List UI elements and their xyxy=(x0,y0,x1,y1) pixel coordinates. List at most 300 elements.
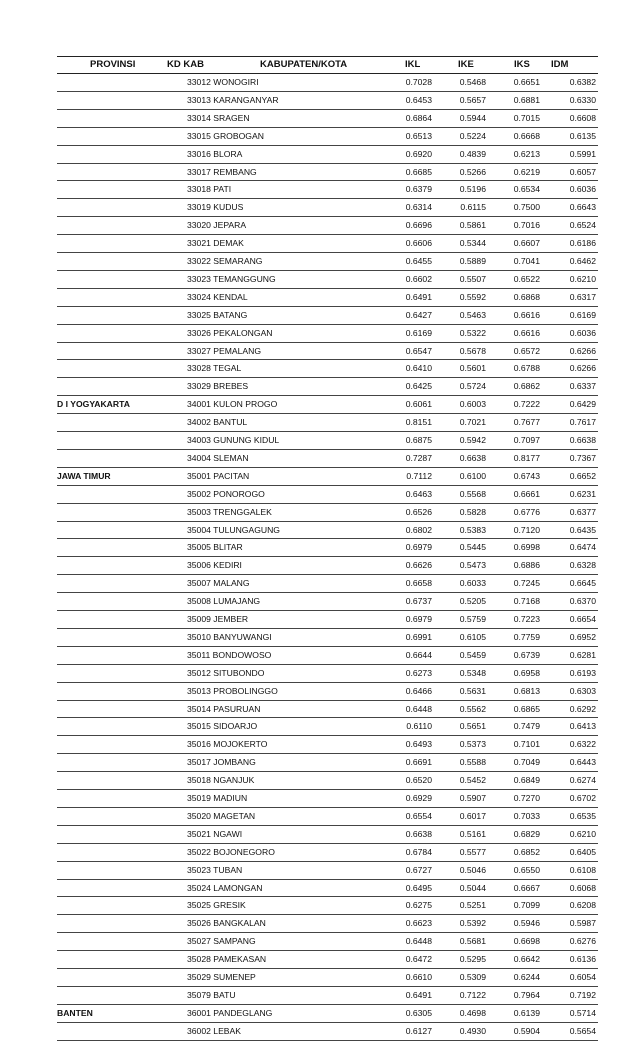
cell-kabupaten: 34003 GUNUNG KIDUL xyxy=(187,435,280,445)
cell-iks: 0.7101 xyxy=(513,739,540,750)
table-row xyxy=(0,163,638,181)
header-kdkab: KD KAB xyxy=(167,59,204,70)
cell-ike: 0.6033 xyxy=(459,578,486,589)
cell-idm: 0.6608 xyxy=(569,112,596,123)
cell-idm: 0.6952 xyxy=(569,631,596,642)
cell-ikl: 0.7112 xyxy=(406,470,432,481)
cell-idm: 0.6231 xyxy=(569,488,596,499)
table-row xyxy=(0,556,638,574)
cell-kabupaten: 33025 BATANG xyxy=(187,309,248,320)
table-row xyxy=(0,914,638,932)
cell-ikl: 0.6644 xyxy=(405,649,432,660)
table-row xyxy=(0,1004,638,1022)
cell-ike: 0.5657 xyxy=(459,94,486,105)
cell-idm: 0.6210 xyxy=(569,273,596,284)
cell-idm: 0.6068 xyxy=(569,882,596,893)
table-row xyxy=(0,610,638,628)
cell-idm: 0.6135 xyxy=(569,130,596,141)
cell-ike: 0.6017 xyxy=(459,810,486,821)
table-row xyxy=(0,753,638,771)
cell-iks: 0.7015 xyxy=(513,112,540,123)
cell-kabupaten: 35009 JEMBER xyxy=(187,614,249,624)
cell-ike: 0.5344 xyxy=(459,238,486,249)
cell-kabupaten: 35018 NGANJUK xyxy=(187,775,255,786)
cell-kabupaten: 35023 TUBAN xyxy=(187,864,243,875)
cell-kabupaten: 35005 BLITAR xyxy=(187,542,243,553)
cell-iks: 0.6788 xyxy=(513,363,540,374)
cell-idm: 0.6462 xyxy=(569,256,596,266)
cell-idm: 0.6036 xyxy=(569,327,596,338)
cell-kabupaten: 35011 BONDOWOSO xyxy=(187,649,272,660)
cell-iks: 0.6865 xyxy=(513,703,540,714)
table-row xyxy=(0,449,638,467)
cell-idm: 0.6303 xyxy=(569,685,596,696)
cell-kabupaten: 36001 PANDEGLANG xyxy=(187,1007,273,1018)
cell-kabupaten: 33015 GROBOGAN xyxy=(187,130,264,141)
cell-kabupaten: 35013 PROBOLINGGO xyxy=(187,685,278,696)
cell-ike: 0.5601 xyxy=(459,363,486,374)
cell-ikl: 0.6737 xyxy=(405,596,432,607)
cell-ikl: 0.6472 xyxy=(405,954,432,965)
cell-idm: 0.6193 xyxy=(569,667,596,678)
cell-iks: 0.8177 xyxy=(513,452,540,463)
cell-kabupaten: 34002 BANTUL xyxy=(187,417,248,428)
cell-idm: 0.6054 xyxy=(569,972,596,982)
cell-ikl: 0.6610 xyxy=(405,972,432,982)
cell-ikl: 0.6554 xyxy=(405,810,432,821)
table-row xyxy=(0,342,638,360)
cell-ike: 0.5251 xyxy=(459,900,486,911)
cell-ike: 0.4839 xyxy=(459,148,486,159)
cell-kabupaten: 36002 LEBAK xyxy=(187,1025,241,1036)
table-row xyxy=(0,145,638,163)
cell-ikl: 0.6127 xyxy=(405,1025,432,1036)
cell-ikl: 0.6696 xyxy=(405,220,432,231)
cell-iks: 0.6849 xyxy=(513,775,540,786)
cell-ike: 0.5507 xyxy=(459,273,486,284)
table-row xyxy=(0,932,638,950)
cell-iks: 0.6739 xyxy=(513,649,540,660)
cell-idm: 0.6535 xyxy=(569,810,596,821)
cell-idm: 0.5714 xyxy=(569,1007,596,1018)
cell-provinsi: BANTEN xyxy=(57,1007,93,1018)
cell-iks: 0.7016 xyxy=(513,220,540,231)
header-idm: IDM xyxy=(551,59,569,70)
cell-ikl: 0.6061 xyxy=(405,399,432,410)
cell-kabupaten: 33022 SEMARANG xyxy=(187,256,263,266)
cell-idm: 0.6443 xyxy=(569,757,596,768)
table-row xyxy=(0,324,638,342)
table-row xyxy=(0,521,638,539)
cell-idm: 0.6429 xyxy=(569,399,596,410)
table-row xyxy=(0,950,638,968)
cell-ike: 0.5161 xyxy=(459,828,486,839)
cell-kabupaten: 35016 MOJOKERTO xyxy=(187,739,268,750)
cell-ike: 0.5309 xyxy=(459,972,486,982)
cell-iks: 0.7049 xyxy=(513,757,540,768)
table-row xyxy=(0,646,638,664)
cell-ike: 0.5373 xyxy=(459,739,486,750)
cell-ike: 0.6003 xyxy=(459,399,486,410)
cell-kabupaten: 35028 PAMEKASAN xyxy=(187,954,267,965)
cell-ike: 0.5452 xyxy=(459,775,486,786)
cell-ike: 0.5044 xyxy=(459,882,486,893)
cell-iks: 0.6244 xyxy=(513,972,540,982)
cell-iks: 0.6813 xyxy=(513,685,540,696)
cell-idm: 0.6292 xyxy=(569,703,596,714)
cell-ike: 0.5473 xyxy=(459,560,486,571)
cell-ikl: 0.6602 xyxy=(405,273,432,284)
cell-kabupaten: 35029 SUMENEP xyxy=(187,972,256,982)
table-row xyxy=(0,467,638,485)
cell-kabupaten: 35020 MAGETAN xyxy=(187,810,256,821)
cell-ikl: 0.6802 xyxy=(405,524,432,535)
cell-iks: 0.7222 xyxy=(513,399,540,410)
table-row xyxy=(0,843,638,861)
cell-ike: 0.6100 xyxy=(459,470,486,481)
table-row xyxy=(0,127,638,145)
cell-iks: 0.6522 xyxy=(513,273,540,284)
cell-kabupaten: 33029 BREBES xyxy=(187,381,249,392)
table-row xyxy=(0,879,638,897)
cell-kabupaten: 35079 BATU xyxy=(187,989,236,1000)
cell-kabupaten: 35010 BANYUWANGI xyxy=(187,631,272,642)
cell-idm: 0.5987 xyxy=(569,918,596,929)
cell-ikl: 0.6513 xyxy=(405,130,432,141)
cell-kabupaten: 35007 MALANG xyxy=(187,578,250,589)
cell-ikl: 0.6864 xyxy=(405,112,432,123)
cell-ikl: 0.6425 xyxy=(405,381,432,392)
cell-ikl: 0.6526 xyxy=(405,506,432,517)
cell-iks: 0.7759 xyxy=(513,631,540,642)
cell-ikl: 0.6493 xyxy=(405,739,432,750)
cell-ike: 0.6638 xyxy=(459,452,486,463)
cell-ike: 0.5383 xyxy=(459,524,486,535)
cell-iks: 0.6534 xyxy=(513,184,540,195)
table-row xyxy=(0,270,638,288)
cell-iks: 0.6743 xyxy=(513,470,540,481)
table-row xyxy=(0,252,638,270)
cell-idm: 0.6266 xyxy=(569,363,596,374)
cell-idm: 0.7367 xyxy=(569,452,596,463)
cell-kabupaten: 35002 PONOROGO xyxy=(187,488,265,499)
table-row xyxy=(0,216,638,234)
cell-iks: 0.6651 xyxy=(513,77,540,87)
table-row xyxy=(0,91,638,109)
table-row xyxy=(0,717,638,735)
cell-ikl: 0.6169 xyxy=(405,327,432,338)
cell-ikl: 0.6453 xyxy=(405,94,432,105)
cell-ike: 0.5588 xyxy=(459,757,486,768)
cell-ike: 0.5224 xyxy=(459,130,486,141)
cell-idm: 0.6702 xyxy=(569,793,596,803)
table-row xyxy=(0,986,638,1004)
cell-iks: 0.7245 xyxy=(513,578,540,589)
cell-ikl: 0.7287 xyxy=(405,452,432,463)
table-row xyxy=(0,861,638,879)
cell-iks: 0.5946 xyxy=(513,918,540,929)
cell-ike: 0.5724 xyxy=(459,381,486,392)
cell-ikl: 0.6929 xyxy=(405,793,432,803)
table-row xyxy=(0,306,638,324)
cell-idm: 0.6036 xyxy=(569,184,596,195)
table-row xyxy=(0,73,638,91)
cell-idm: 0.6645 xyxy=(569,578,596,589)
cell-idm: 0.6382 xyxy=(569,77,596,87)
cell-iks: 0.7099 xyxy=(513,900,540,911)
cell-iks: 0.6213 xyxy=(513,148,540,159)
cell-kabupaten: 33020 JEPARA xyxy=(187,220,247,231)
cell-iks: 0.6776 xyxy=(513,506,540,517)
cell-ike: 0.4930 xyxy=(459,1025,486,1036)
table-row xyxy=(0,574,638,592)
cell-ike: 0.7021 xyxy=(459,417,486,428)
cell-ikl: 0.8151 xyxy=(405,417,432,428)
cell-idm: 0.6169 xyxy=(569,309,596,320)
cell-kabupaten: 35025 GRESIK xyxy=(187,900,246,911)
cell-kabupaten: 35022 BOJONEGORO xyxy=(187,846,275,857)
cell-idm: 0.6274 xyxy=(569,775,596,786)
cell-idm: 0.6330 xyxy=(569,94,596,105)
cell-provinsi: D I YOGYAKARTA xyxy=(57,399,130,410)
cell-idm: 0.6322 xyxy=(569,739,596,750)
cell-ikl: 0.6626 xyxy=(405,560,432,571)
cell-kabupaten: 35024 LAMONGAN xyxy=(187,882,263,893)
cell-kabupaten: 35019 MADIUN xyxy=(187,793,248,803)
cell-idm: 0.6652 xyxy=(569,470,596,481)
cell-idm: 0.7192 xyxy=(569,989,596,1000)
cell-ikl: 0.6623 xyxy=(405,918,432,929)
cell-idm: 0.6377 xyxy=(569,506,596,517)
cell-iks: 0.6998 xyxy=(513,542,540,553)
cell-ikl: 0.6991 xyxy=(405,631,432,642)
cell-iks: 0.6616 xyxy=(513,327,540,338)
cell-idm: 0.6413 xyxy=(569,721,596,732)
cell-ikl: 0.6691 xyxy=(405,757,432,768)
cell-kabupaten: 35012 SITUBONDO xyxy=(187,667,265,678)
cell-ike: 0.5944 xyxy=(459,112,486,123)
cell-ikl: 0.6979 xyxy=(405,542,432,553)
cell-kabupaten: 35021 NGAWI xyxy=(187,828,243,839)
cell-kabupaten: 33023 TEMANGGUNG xyxy=(187,273,276,284)
cell-iks: 0.7168 xyxy=(513,596,540,607)
cell-idm: 0.6654 xyxy=(569,614,596,624)
cell-idm: 0.6136 xyxy=(569,954,596,965)
cell-ike: 0.5445 xyxy=(459,542,486,553)
cell-iks: 0.6661 xyxy=(513,488,540,499)
cell-ike: 0.5459 xyxy=(459,649,486,660)
cell-kabupaten: 33014 SRAGEN xyxy=(187,112,250,123)
cell-idm: 0.6186 xyxy=(569,238,596,249)
table-row xyxy=(0,682,638,700)
cell-ike: 0.4698 xyxy=(459,1007,486,1018)
cell-iks: 0.6607 xyxy=(513,238,540,249)
table-row xyxy=(0,503,638,521)
cell-idm: 0.7617 xyxy=(569,417,596,428)
cell-ikl: 0.6305 xyxy=(405,1007,432,1018)
header-provinsi: PROVINSI xyxy=(90,59,136,70)
cell-ikl: 0.6455 xyxy=(405,256,432,266)
cell-kabupaten: 35015 SIDOARJO xyxy=(187,721,258,732)
table-row xyxy=(0,395,638,413)
cell-iks: 0.6886 xyxy=(513,560,540,571)
cell-ikl: 0.6875 xyxy=(405,435,432,445)
table-row xyxy=(0,359,638,377)
cell-kabupaten: 33013 KARANGANYAR xyxy=(187,94,279,105)
cell-provinsi: JAWA TIMUR xyxy=(57,470,111,481)
table-row xyxy=(0,538,638,556)
cell-idm: 0.6281 xyxy=(569,649,596,660)
cell-ike: 0.5651 xyxy=(459,721,486,732)
cell-ike: 0.5562 xyxy=(459,703,486,714)
cell-idm: 0.6638 xyxy=(569,435,596,445)
cell-kabupaten: 35027 SAMPANG xyxy=(187,936,256,947)
cell-ikl: 0.6685 xyxy=(405,166,432,177)
cell-iks: 0.7097 xyxy=(513,435,540,445)
cell-idm: 0.6337 xyxy=(569,381,596,392)
cell-iks: 0.6139 xyxy=(513,1007,540,1018)
cell-kabupaten: 35006 KEDIRI xyxy=(187,560,242,571)
cell-ikl: 0.6979 xyxy=(405,614,432,624)
cell-idm: 0.6208 xyxy=(569,900,596,911)
cell-iks: 0.7223 xyxy=(513,614,540,624)
cell-ikl: 0.6448 xyxy=(405,936,432,947)
cell-idm: 0.6643 xyxy=(569,202,596,213)
cell-iks: 0.6616 xyxy=(513,309,540,320)
cell-iks: 0.6642 xyxy=(513,954,540,965)
cell-iks: 0.7479 xyxy=(513,721,540,732)
cell-iks: 0.6958 xyxy=(513,667,540,678)
table-row xyxy=(0,234,638,252)
cell-iks: 0.6667 xyxy=(513,882,540,893)
cell-ikl: 0.6727 xyxy=(405,864,432,875)
cell-iks: 0.7500 xyxy=(513,202,540,213)
cell-idm: 0.6405 xyxy=(569,846,596,857)
cell-idm: 0.5991 xyxy=(569,148,596,159)
cell-ikl: 0.6547 xyxy=(405,345,432,356)
cell-iks: 0.7677 xyxy=(513,417,540,428)
cell-ike: 0.5468 xyxy=(459,77,486,87)
cell-iks: 0.7120 xyxy=(513,524,540,535)
table-row xyxy=(0,896,638,914)
header-ike: IKE xyxy=(458,59,474,70)
table-row xyxy=(0,789,638,807)
cell-idm: 0.6276 xyxy=(569,936,596,947)
table-row xyxy=(0,431,638,449)
cell-iks: 0.7041 xyxy=(513,256,540,266)
cell-ikl: 0.6495 xyxy=(405,882,432,893)
table-row xyxy=(0,968,638,986)
cell-ikl: 0.6427 xyxy=(405,309,432,320)
cell-iks: 0.5904 xyxy=(513,1025,540,1036)
header-iks: IKS xyxy=(514,59,530,70)
cell-ikl: 0.6638 xyxy=(405,828,432,839)
table-row xyxy=(0,288,638,306)
cell-ike: 0.5759 xyxy=(459,614,486,624)
cell-ikl: 0.6275 xyxy=(405,900,432,911)
cell-iks: 0.6698 xyxy=(513,936,540,947)
table-row xyxy=(0,180,638,198)
cell-kabupaten: 33024 KENDAL xyxy=(187,291,248,302)
cell-iks: 0.6862 xyxy=(513,381,540,392)
cell-iks: 0.6219 xyxy=(513,166,540,177)
table-row xyxy=(0,377,638,395)
cell-kabupaten: 33017 REMBANG xyxy=(187,166,257,177)
cell-kabupaten: 35017 JOMBANG xyxy=(187,757,256,768)
cell-ike: 0.5392 xyxy=(459,918,486,929)
cell-ikl: 0.6314 xyxy=(405,202,432,213)
table-row xyxy=(0,592,638,610)
cell-ike: 0.5266 xyxy=(459,166,486,177)
cell-iks: 0.6829 xyxy=(513,828,540,839)
table-row xyxy=(0,109,638,127)
table-row xyxy=(0,1022,638,1040)
cell-idm: 0.6524 xyxy=(569,220,596,231)
cell-ikl: 0.6379 xyxy=(405,184,432,195)
cell-ike: 0.5295 xyxy=(459,954,486,965)
cell-idm: 0.6435 xyxy=(569,524,596,535)
cell-ikl: 0.6463 xyxy=(405,488,432,499)
cell-ike: 0.5046 xyxy=(459,864,486,875)
cell-iks: 0.6881 xyxy=(513,94,540,105)
cell-ike: 0.6115 xyxy=(460,202,486,213)
cell-ikl: 0.6606 xyxy=(405,238,432,249)
cell-ike: 0.5681 xyxy=(459,936,486,947)
cell-kabupaten: 34004 SLEMAN xyxy=(187,452,249,463)
cell-kabupaten: 34001 KULON PROGO xyxy=(187,399,278,410)
cell-ike: 0.7122 xyxy=(459,989,486,1000)
cell-iks: 0.6868 xyxy=(513,291,540,302)
cell-kabupaten: 33027 PEMALANG xyxy=(187,345,262,356)
table-row xyxy=(0,735,638,753)
cell-ikl: 0.6491 xyxy=(405,291,432,302)
cell-idm: 0.6210 xyxy=(569,828,596,839)
cell-ikl: 0.6520 xyxy=(405,775,432,786)
cell-ike: 0.5861 xyxy=(459,220,486,231)
cell-ikl: 0.6920 xyxy=(405,148,432,159)
cell-idm: 0.6317 xyxy=(569,291,596,302)
cell-iks: 0.6668 xyxy=(513,130,540,141)
cell-ikl: 0.6448 xyxy=(405,703,432,714)
cell-ikl: 0.6491 xyxy=(405,989,432,1000)
cell-ikl: 0.6466 xyxy=(405,685,432,696)
cell-ike: 0.6105 xyxy=(459,631,486,642)
cell-idm: 0.6266 xyxy=(569,345,596,356)
cell-ike: 0.5592 xyxy=(459,291,486,302)
table-row xyxy=(0,628,638,646)
cell-ike: 0.5348 xyxy=(459,667,486,678)
cell-kabupaten: 33021 DEMAK xyxy=(187,238,244,249)
cell-ikl: 0.6410 xyxy=(405,363,432,374)
cell-ike: 0.5631 xyxy=(459,685,486,696)
table-row xyxy=(0,825,638,843)
cell-ike: 0.5889 xyxy=(459,256,486,266)
cell-idm: 0.6108 xyxy=(569,864,596,875)
cell-kabupaten: 35001 PACITAN xyxy=(187,470,250,481)
cell-idm: 0.6328 xyxy=(569,560,596,571)
cell-idm: 0.6057 xyxy=(569,166,596,177)
table-row xyxy=(0,771,638,789)
cell-idm: 0.6370 xyxy=(569,596,596,607)
cell-iks: 0.6572 xyxy=(513,345,540,356)
cell-iks: 0.7964 xyxy=(513,989,540,1000)
table-row xyxy=(0,198,638,216)
cell-ikl: 0.6110 xyxy=(406,721,432,732)
cell-ike: 0.5942 xyxy=(459,435,486,445)
cell-ike: 0.5577 xyxy=(459,846,486,857)
table-header xyxy=(0,56,638,74)
cell-kabupaten: 33016 BLORA xyxy=(187,148,243,159)
